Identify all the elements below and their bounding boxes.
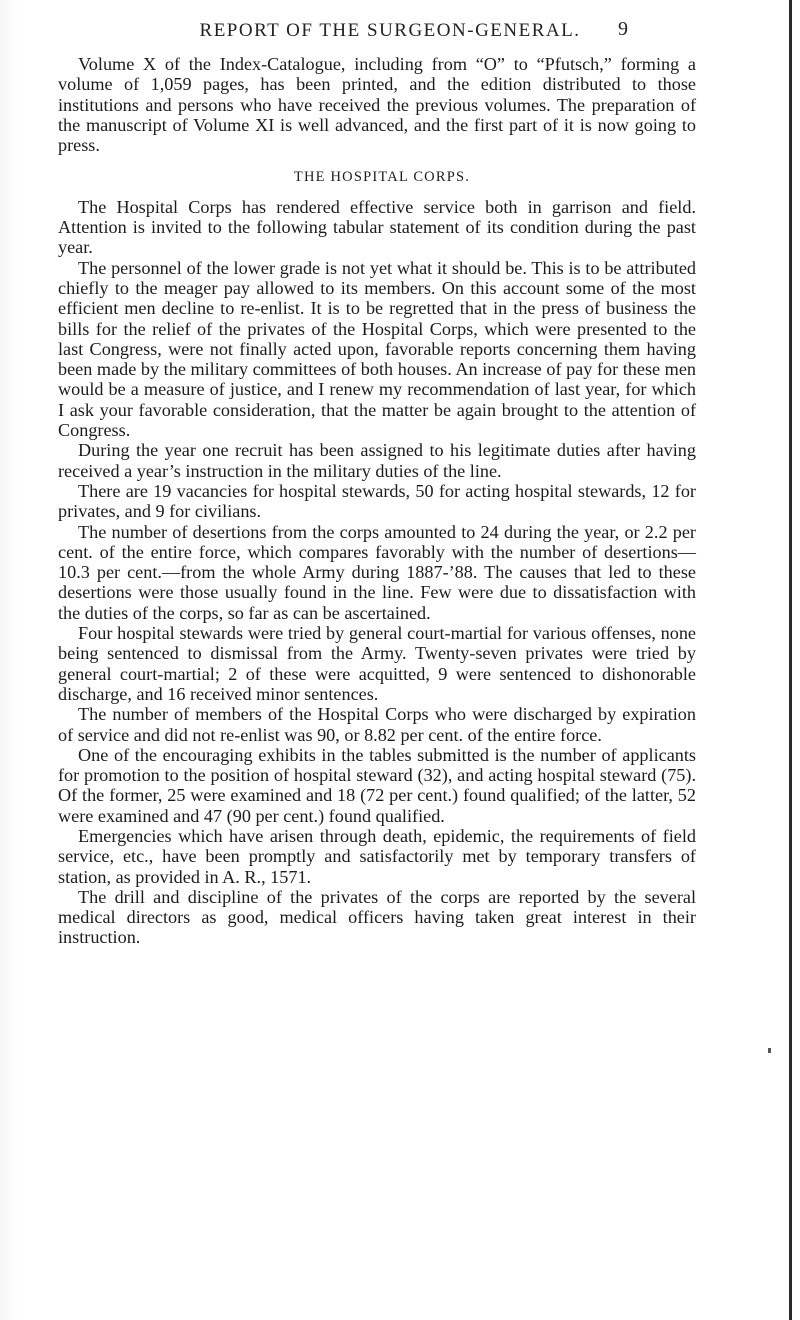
paragraph: The personnel of the lower grade is not yet what it should be. This is to be attributed chiefly to the meager pay allowed to its members. On this account some of the most efficient men decline to re-enlist. It is to be regretted that in the press of business the bills for the relief of the privates of the Hospital Corps, which were presented to the last Congress, were not finally acted upon, favorable reports concerning them having been made by the military committees of both houses. An increase of pay for these men would be a measure of justice, and I renew my recommendation of last year, for which I ask your favorable consideration, that the matter be again brought to the attention of Congress. <box>58 257 696 441</box>
section-heading: THE HOSPITAL CORPS. <box>293 169 471 186</box>
paragraph: During the year one recruit has been assigned to his legitimate duties after having received a year’s instruction in the military duties of the line. <box>58 440 696 481</box>
page-number: 9 <box>618 18 628 40</box>
page-edge-rule <box>789 0 792 1320</box>
paragraph: The Hospital Corps has rendered effective service both in garrison and field. Attention is invited to the following tabular statement of its condition during the past year. <box>58 196 696 258</box>
body-text <box>58 54 696 948</box>
paragraph: One of the encouraging exhibits in the tables submitted is the number of applicants for promotion to the position of hospital steward (32), and acting hospital steward (75). Of the former, 25 were examined and 18 (72 per cent.) found qualified; of the latter, 52 were examined and 47 (90 per cent.) found qualified. <box>58 744 696 826</box>
paragraph: The drill and discipline of the privates of the corps are reported by the several medical directors as good, medical officers having taken great interest in their instruction. <box>58 886 696 948</box>
paragraph: Four hospital stewards were tried by general court-martial for various offenses, none being sentenced to dismissal from the Army. Twenty-seven privates were tried by general court-martial; 2 of these were acquitted, 9 were sentenced to dishonorable discharge, and 16 received minor sentences. <box>58 623 696 704</box>
margin-mark <box>768 1048 771 1053</box>
intro-paragraph: Volume X of the Index-Catalogue, including from “O” to “Pfutsch,” forming a volume of 1,059 pages, has been printed, and the edition distributed to those institutions and persons who have received the previous volumes. The preparation of the manuscript of Volume XI is well advanced, and the first part of it is now going to press. <box>58 54 696 156</box>
running-head: REPORT OF THE SURGEON-GENERAL. <box>199 20 581 41</box>
paragraph: Emergencies which have arisen through death, epidemic, the requirements of field service, etc., have been promptly and satisfactorily met by temporary transfers of station, as provided in A. R., 1571. <box>58 825 696 887</box>
paragraph: There are 19 vacancies for hospital stewards, 50 for acting hospital stewards, 12 for privates, and 9 for civilians. <box>58 480 696 522</box>
paragraph: The number of desertions from the corps amounted to 24 during the year, or 2.2 per cent. of the entire force, which compares favorably with the number of desertions—10.3 per cent.—from the whole Army during 1887-’88. The causes that led to these desertions were those usually found in the line. Few were due to dissatisfaction with the duties of the corps, so far as can be ascertained. <box>58 521 696 623</box>
paragraph: The number of members of the Hospital Corps who were discharged by expiration of service and did not re-enlist was 90, or 8.82 per cent. of the entire force. <box>58 704 696 745</box>
